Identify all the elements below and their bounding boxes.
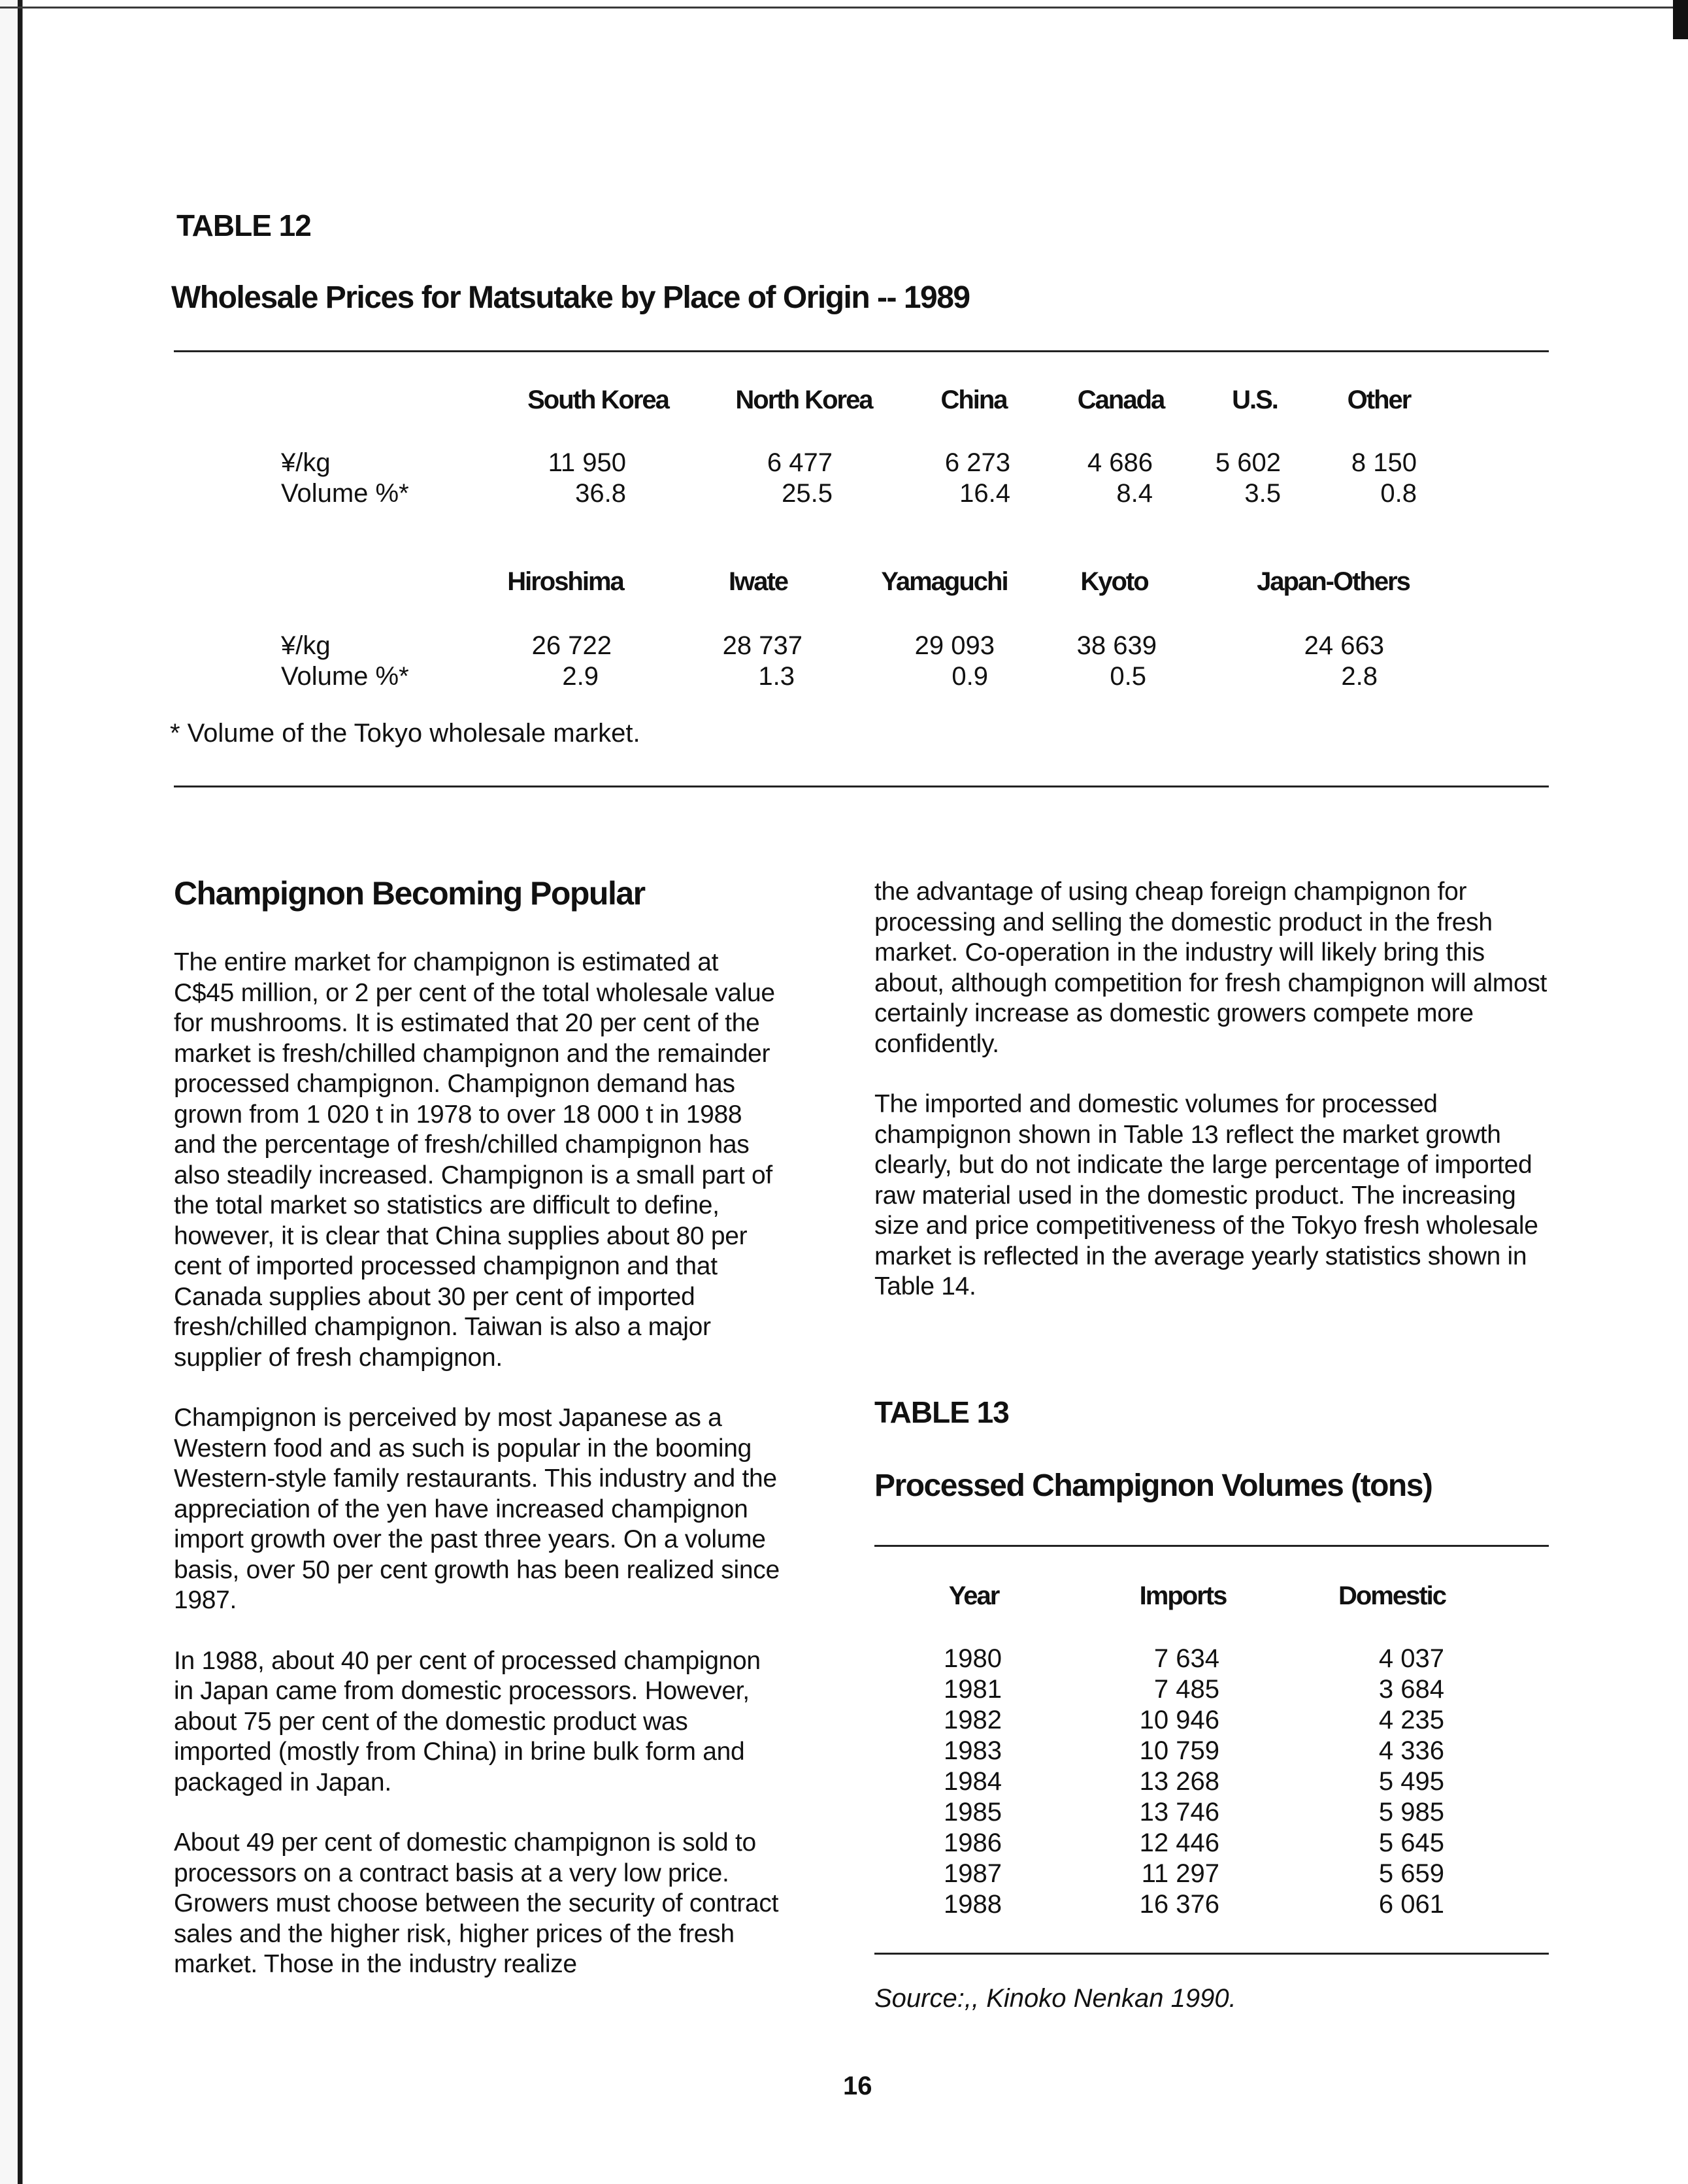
table12-top-rule [174,350,1549,352]
price-iwate: 28 737 [722,631,803,660]
price-china: 6 273 [944,448,1010,477]
left-column-text [174,948,785,2010]
year-cell: 1982 [944,1706,1002,1734]
col-head-year: Year [948,1581,999,1610]
row-label-volume: Volume %* [281,479,409,508]
col-head-us: U.S. [1232,386,1278,414]
price-south-korea: 11 950 [548,448,626,477]
year-cell: 1988 [944,1890,1002,1919]
table13-label: TABLE 13 [874,1395,1009,1429]
col-head-china: China [940,386,1007,414]
right-paragraph: the advantage of using cheap foreign champignon for processing and selling the domestic product in the fresh market. Co-operation in the industry will likely bring this about, although competition for fresh champignon will almost certainly increase as domestic growers compete more confidently. [874,878,1547,1058]
domestic-cell: 5 985 [1378,1798,1444,1827]
domestic-cell: 6 061 [1378,1890,1444,1919]
col-head-imports: Imports [1139,1581,1227,1610]
price-japan-others: 24 663 [1304,631,1384,660]
imports-cell: 10 946 [1139,1706,1219,1734]
year-cell: 1980 [944,1644,1002,1673]
table13-bottom-rule [874,1953,1549,1955]
year-cell: 1987 [944,1859,1002,1888]
price-yamaguchi: 29 093 [914,631,995,660]
imports-cell: 11 297 [1141,1859,1219,1888]
domestic-cell: 5 495 [1378,1767,1444,1796]
domestic-cell: 5 659 [1378,1859,1444,1888]
col-head-iwate: Iwate [728,567,788,596]
left-paragraph: Champignon is perceived by most Japanese as a Western food and as such is popular in the booming Western-style family restaurants. This industry and the appreciation of the yen have increased champignon import growth over the past three years. On a volume basis, over 50 per cent growth has been realized since 1987. [174,1404,780,1614]
year-cell: 1983 [944,1736,1002,1765]
col-head-other: Other [1347,386,1411,414]
volume-us: 3.5 [1244,479,1281,508]
imports-cell: 12 446 [1139,1828,1219,1857]
table12-title: Wholesale Prices for Matsutake by Place of Origin -- 1989 [171,280,970,315]
domestic-cell: 3 684 [1378,1675,1444,1704]
volume-kyoto: 0.5 [1110,662,1146,691]
col-head-canada: Canada [1077,386,1165,414]
year-cell: 1985 [944,1798,1002,1827]
volume-other: 0.8 [1380,479,1417,508]
volume-japan-others: 2.8 [1341,662,1378,691]
price-north-korea: 6 477 [767,448,833,477]
domestic-cell: 5 645 [1378,1828,1444,1857]
year-cell: 1981 [944,1675,1002,1704]
section-heading: Champignon Becoming Popular [174,875,645,912]
price-canada: 4 686 [1087,448,1153,477]
source-label: Source: [874,1984,965,2013]
volume-iwate: 1.3 [758,662,795,691]
page-number: 16 [843,2072,872,2100]
row-label-price-2: ¥/kg [281,631,331,660]
volume-canada: 8.4 [1116,479,1153,508]
right-column-text [874,877,1554,1332]
domestic-cell: 4 336 [1378,1736,1444,1765]
volume-hiroshima: 2.9 [562,662,599,691]
volume-yamaguchi: 0.9 [952,662,988,691]
imports-cell: 13 268 [1139,1767,1219,1796]
col-head-domestic: Domestic [1338,1581,1446,1610]
left-paragraph: About 49 per cent of domestic champignon is sold to processors on a contract basis at a very low price. Growers must choose between the security of contract sales and the higher risk, higher prices of the fresh market. Those in the industry realize [174,1828,779,1978]
col-head-yamaguchi: Yamaguchi [881,567,1008,596]
scan-edge-top [0,7,1688,8]
col-head-north-korea: North Korea [735,386,872,414]
right-paragraph: The imported and domestic volumes for processed champignon shown in Table 13 reflect the market growth clearly, but do not indicate the large percentage of imported raw material used in the domestic product. The increasing size and price competitiveness of the Tokyo fresh wholesale market is reflected in the average yearly statistics shown in Table 14. [874,1090,1538,1300]
imports-cell: 13 746 [1139,1798,1219,1827]
imports-cell: 16 376 [1139,1890,1219,1919]
row-label-volume-2: Volume %* [281,662,409,691]
source-text: Kinoko Nenkan 1990. [986,1984,1236,2013]
price-kyoto: 38 639 [1076,631,1157,660]
col-head-japan-others: Japan-Others [1257,567,1410,596]
domestic-cell: 4 037 [1378,1644,1444,1673]
table12-footnote: * Volume of the Tokyo wholesale market. [170,719,640,748]
year-cell: 1984 [944,1767,1002,1796]
left-paragraph: In 1988, about 40 per cent of processed champignon in Japan came from domestic processors. However, about 75 per cent of the domestic product was imported (mostly from China) in brine bulk form and packaged in Japan. [174,1646,761,1796]
col-head-south-korea: South Korea [527,386,669,414]
domestic-cell: 4 235 [1378,1706,1444,1734]
price-other: 8 150 [1351,448,1417,477]
volume-china: 16.4 [959,479,1010,508]
price-hiroshima: 26 722 [531,631,612,660]
year-cell: 1986 [944,1828,1002,1857]
volume-south-korea: 36.8 [575,479,626,508]
table12-bottom-rule [174,786,1549,787]
left-paragraph: The entire market for champignon is estimated at C$45 million, or 2 per cent of the total wholesale value for mushrooms. It is estimated that 20 per cent of the market is fresh/chilled champignon and the remainder processed champignon. Champignon demand has grown from 1 020 t in 1978 to over 18 000 t in 1988 and the percentage of fresh/chilled champignon has also steadily increased. Champignon is a small part of the total market so statistics are difficult to define, however, it is clear that China supplies about 80 per cent of imported processed champignon and that Canada supplies about 30 per cent of imported fresh/chilled champignon. Taiwan is also a major supplier of fresh champignon. [174,948,775,1372]
row-label-price: ¥/kg [281,448,331,477]
col-head-hiroshima: Hiroshima [507,567,623,596]
table13-source: Source:,, Kinoko Nenkan 1990. [874,1984,1236,2013]
table13-title: Processed Champignon Volumes (tons) [874,1468,1432,1503]
imports-cell: 7 634 [1153,1644,1219,1673]
table13-top-rule [874,1545,1549,1547]
imports-cell: 7 485 [1153,1675,1219,1704]
price-us: 5 602 [1215,448,1281,477]
imports-cell: 10 759 [1139,1736,1219,1765]
table12-label: TABLE 12 [176,208,311,242]
volume-north-korea: 25.5 [782,479,833,508]
scan-edge-left [0,0,26,2184]
scan-edge-corner [1673,0,1688,39]
col-head-kyoto: Kyoto [1080,567,1148,596]
